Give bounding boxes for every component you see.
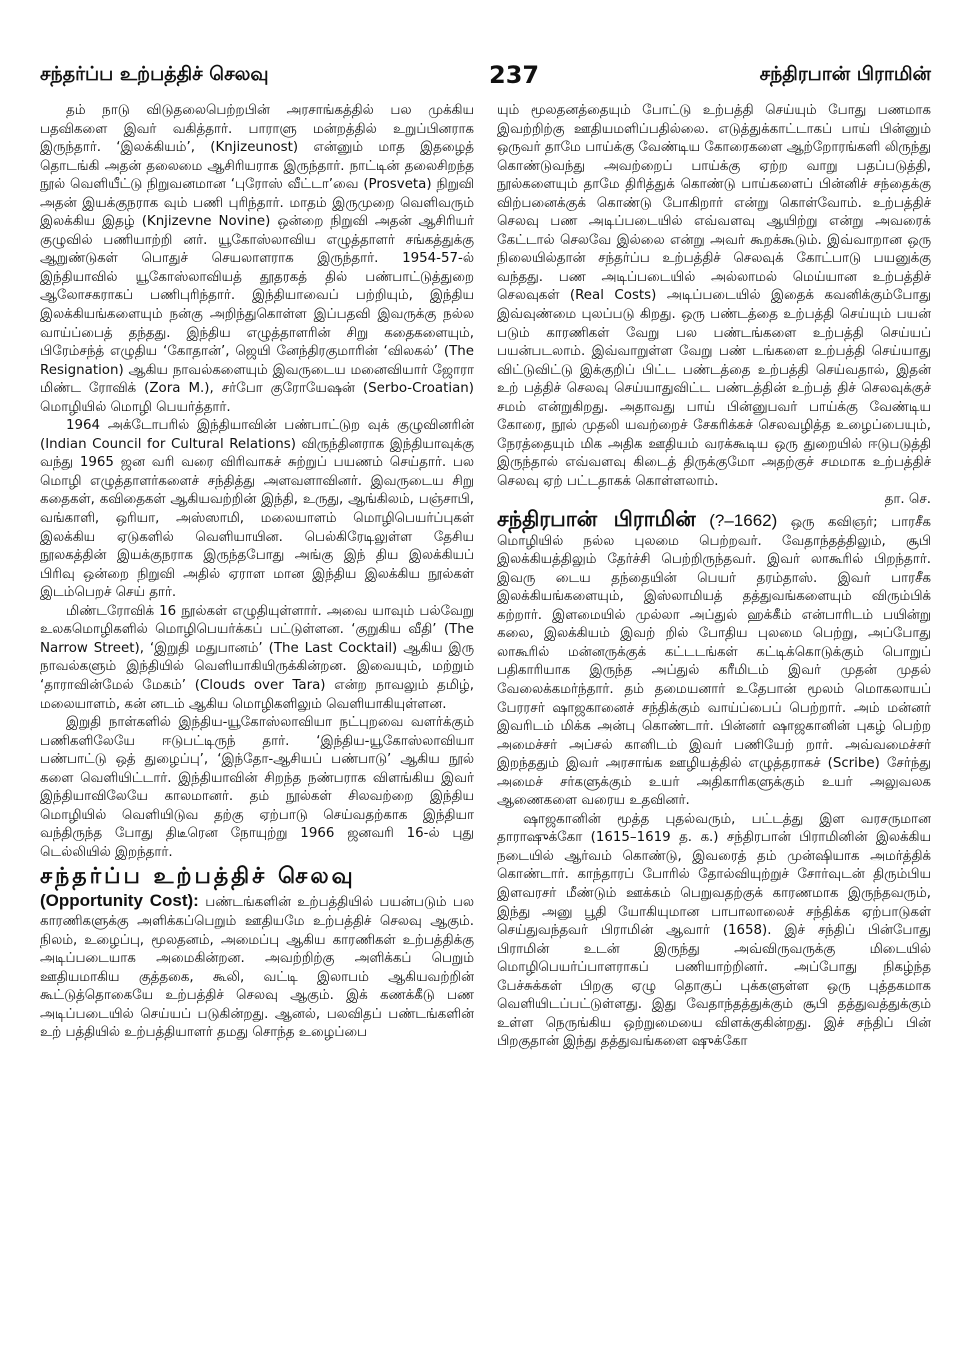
article-title: சந்தர்ப்ப உற்பத்திச் செலவு (40, 864, 356, 890)
paragraph: ஷாஜகானின் மூத்த புதல்வரும், பட்டத்து இள வரசருமான தாராஷுக்கோ (1615–1619 த. க.) சந்திரபான் பிராமினின் இலக்கிய நடையில் ஆர்வம் கொண்டு, இவரைத் தம் முன்ஷியாக அமர்த்திக் கொண்டார். காந்தாரப் போரில் தோல்வியுற்றுச் சோர்வுடன் திரும்பிய இளவரசர் மீண்டும் ஊக்கம் பெறுவதற்குக் காரணமாக இருந்தவரும், இந்து அனு பூதி யோகியுமான பாபாலாலைச் சந்திக்க ஏற்பாடுகள் செய்துவந்தவர் பிராமின் ஆவார் (1658). இச் சந்திப் பின்போது பிராமின் உடன் இருந்து அவ்விருவருக்கு மிடையில் மொழிபெயர்ப்பாளராகப் பணியாற்றினர். அப்போது நிகழ்ந்த பேச்சுக்கள் பிறகு ஏழு தொகுப் புக்களுள்ள ஒரு புத்தகமாக வெளியிடப்பட்டுள்ளது. இது வேதாந்தத்துக்கும் சூபி தத்துவத்துக்கும் உள்ள நெருங்கிய ஒற்றுமையை விளக்குகின்றது. இச் சந்திப் பின் பிறகுதான் இந்து தத்துவங்களை ஷுக்கோ (497, 811, 931, 1050)
entry-dates: (?–1662) (709, 511, 778, 531)
article-text: பண்டங்களின் உற்பத்தியில் பயன்படும் பல காரணிகளுக்கு அளிக்கப்பெறும் ஊதியமே உற்பத்திச் செலவு ஆகும். நிலம், உழைப்பு, மூலதனம், அமைப்பு ஆகிய காரணிகள் உற்பத்திக்கு அடிப்படையாக அமைகின்றன. அவற்றிற்கு அளிக்கப் பெறும் ஊதியமாகிய குத்தகை, கூலி, வட்டி இலாபம் ஆகியவற்றின் கூட்டுத்தொகையே உற்பத்திச் செலவு ஆகும். இக் கணக்கீடு பண அடிப்படையில் செய்யப் படுகின்றது. ஆனல், பலவிதப் பண்டங்களின் உற் பத்தியில் உற்பத்தியாளர் தமது சொந்த உழைப்பை (40, 895, 474, 1041)
entry-text: ஒரு கவிஞர்; பாரசீக மொழியில் நல்ல புலமை பெற்றவர். வேதாந்தத்திலும், சூபி இலக்கியத்திலும் தேர்ச்சி பெற்றிருந்தவர். இவர் லாகூரில் பிறந்தார். இவரு டைய தந்தையின் பெயர் தரம்தாஸ். இவர் பாரசீக இலக்கியங்களையும், இஸ்லாமியத் தத்துவங்களையும் விரும்பிக் கற்றார். இளமையில் முல்லா அப்துல் ஹக்கீம் என்பாரிடம் பயின்று கலை, இலக்கியம் இவற் றில் போதிய புலமை பெற்று, அப்போது லாகூரில் மன்னருக்குக் கட்டடங்கள் கட்டிக்கொடுக்கும் பொறுப் பதிகாரியாக இருந்த அப்துல் கரீமிடம் இவர் முதன் முதல் வேலைக்கமர்ந்தார். தம் தமையனார் உதேபான் மூலம் மொகலாயப் பேரரசர் ஷாஜகானைச் சந்திக்கும் வாய்ப்பைப் பெற்றார். அம் மன்னர் இவரிடம் மிக்க அன்பு கொண்டார். பின்னர் ஷாஜகானின் புகழ் பெற்ற அமைச்சர் அப்சல் கானிடம் இவர் பணியேற் றார். அவ்வமைச்சர் இறந்ததும் இவர் அரசாங்க ஊழியத்தில் எழுத்தராகச் (Scribe) சேர்ந்து அமைச் சர்களுக்கும் உயர் அதிகாரிகளுக்கும் உயர் அலுவலக ஆணைகளை வரைய உதவினர். (497, 515, 931, 809)
page-number: 237 (489, 61, 540, 89)
running-head (40, 58, 931, 92)
author-initials: தா. செ. (884, 492, 931, 508)
running-head-left: சந்தர்ப்ப உற்பத்திச் செலவு (40, 62, 269, 85)
article-paragraph (40, 892, 474, 1042)
paragraph: மிண்டரோவிக் 16 நூல்கள் எழுதியுள்ளார். அவை யாவும் பல்வேறு உலகமொழிகளில் மொழிபெயர்க்கப் பட்டுள்ளன. ‘குறுகிய வீதி’ (The Narrow Street), ‘இறுதி மதுபானம்’ (The Last Cocktail) ஆகிய இரு நாவல்களும் இந்தியில் வெளியாகியிருக்கின்றன. இவையும், மற்றும் ‘தாராவின்மேல் மேகம்’ (Clouds over Tara) என்ற நாவலும் தமிழ், மலையாளம், கன் னடம் ஆகிய மொழிகளிலும் வெளியாகியுள்ளன. (40, 603, 474, 712)
paragraph: 1964 அக்டோபரில் இந்தியாவின் பண்பாட்டுற வுக் குழுவினரின் (Indian Council for Cultural Relations) விருந்தினராக இந்தியாவுக்கு வந்து 1965 ஜன வரி வரை விரிவாகச் சுற்றுப் பயணம் செய்தார். பல மொழி எழுத்தாளர்களைச் சந்தித்து அளவளாவினர். இவருடைய சிறு கதைகள், கவிதைகள் ஆகியவற்றின் இந்தி, உருது, ஆங்கிலம், பஞ்சாபி, வங்காளி, ஒரியா, அஸ்ஸாமி, மலையாளம் மொழிபெயர்ப்புகள் இலக்கிய ஏடுகளில் வெளியாயின. பெல்கிரேடிலுள்ள தேசிய நூலகத்தின் இயக்குநராக இருந்தபோது அங்கு இந் திய இலக்கியப் பிரிவு ஒன்றை நிறுவி அதில் ஏராள மான இந்திய இலக்கிய நூல்கள் இடம்பெறச் செய் தார். (40, 418, 474, 601)
left-column (40, 102, 474, 1346)
entry-headword: சந்திரபான் பிராமின் (497, 507, 696, 532)
paragraph-text: யும் மூலதனத்தையும் போட்டு உற்பத்தி செய்யும் போது பணமாக இவற்றிற்கு ஊதியமளிப்பதில்லை. எடுத்துக்காட்டாகப் பாய் பின்னும் ஒருவர் தாமே பாய்க்கு வேண்டிய கோரைகளை ஆற்றோரங்களி லிருந்து கொண்டுவந்து அவற்றைப் பாய்க்கு ஏற்ற வாறு பதப்படுத்தி, நூல்களையும் தாமே திரித்துக் கொண்டு பாய்களைப் பின்னிச் சந்தைக்கு விற்பனைக்குக் கொண்டு போகிறார் என்று கொள்வோம். உற்பத்திச் செலவு பண அடிப்படையில் எவ்வளவு ஆயிற்று என்று அவரைக் கேட்டால் செலவே இல்லை என்று அவர் கூறக்கூடும். இவ்வாறான ஒரு நிலையில்தான் சந்தர்ப்ப உற்பத்திச் செலவுக் கோட்பாடு பயனுக்கு வந்தது. பண அடிப்படையில் அல்லாமல் மெய்யான உற்பத்திச் செலவுகள் (Real Costs) அடிப்படையில் இதைக் கவனிக்கும்போது இவ்வுண்மை புலப்படு கிறது. ஒரு பண்டத்தை உற்பத்தி செய்யும் பயன் படும் காரணிகள் வேறு பல பண்டங்களை உற்பத்தி செய்யப் பயன்படலாம். இவ்வாறுள்ள வேறு பண் டங்களை உற்பத்தி செய்யாது விட்டுவிட்டு இக்குறிப் பிட்ட பண்டத்தை உற்பத்தி செய்வதால், இதன் உற் பத்திச் செலவு செய்யாதுவிட்ட பண்டத்தின் உற்பத் திச் செலவுக்குச் சமம் என்றுகிறது. அதாவது பாய் பின்னுபவர் பாய்க்கு வேண்டிய கோரை, நூல் முதலி யவற்றைச் சேகரிக்கச் செலவழித்த உழைப்பையும், நேரத்தையும் மிக அதிக ஊதியம் வரக்கூடிய ஒரு துறையில் ஈடுபடுத்தி இருந்தால் எவ்வளவு கிடைத் திருக்குமோ அதற்குச் சமமாக உற்பத்திச் செலவு ஏற் பட்டதாகக் கொள்ளலாம். (497, 103, 931, 489)
entry-paragraph (497, 507, 931, 811)
article-english-term: (Opportunity Cost): (40, 891, 199, 911)
paragraph (497, 102, 931, 510)
running-head-right: சந்திரபான் பிராமின் (759, 62, 931, 85)
text-columns (40, 102, 931, 1346)
paragraph: இறுதி நாள்களில் இந்திய-யூகோஸ்லாவியா நட்புறவை வளர்க்கும் பணிகளிலேயே ஈடுபட்டிருந் தார். ‘இந்திய-யூகோஸ்லாவியா பண்பாட்டு ஒத் துழைப்பு’, ‘இந்தோ-ஆசியப் பண்பாடு’ ஆகிய நூல் களை வெளியிட்டார். இந்தியாவின் சிறந்த நண்பராக விளங்கிய இவர் இந்தியாவிலேயே காலமானர். தம் நூல்கள் சிலவற்றை இந்திய மொழியில் வெளியிடுவ தற்கு ஏற்பாடு செய்வதற்காக இந்தியா வந்திருந்த போது திடீரென நோயுற்று 1966 ஜனவரி 16-ல் புது டெல்லியில் இறந்தார். (40, 715, 474, 860)
paragraph: தம் நாடு விடுதலைபெற்றபின் அரசாங்கத்தில் பல முக்கிய பதவிகளை இவர் வகித்தார். பாராளு மன்றத்தில் உறுப்பினராக இருந்தார். ‘இலக்கியம்’, (Knjizeunost) என்னும் மாத இதழைத் தொடங்கி அதன் தலைமை ஆசிரியராக இருந்தார். நாட்டின் தலைசிறந்த நூல் வெளியீட்டு நிறுவனமான ‘புரோஸ் வீட்டா’வை (Prosveta) நிறுவி அதன் இயக்குநராக வும் பணி புரிந்தார். மாதம் இருமுறை வெளிவரும் இலக்கிய இதழ் (Knjizevne Novine) ஒன்றை நிறுவி அதன் ஆசிரியர் குழுவில் பணியாற்றி னர். யூகோஸ்லாவிய எழுத்தாளர் சங்கத்துக்கு ஆறுண்டுகள் பொதுச் செயலாளராக இருந்தார். 1954-57-ல் இந்தியாவில் யூகோஸ்லாவியத் தூதரகத் தில் பண்பாட்டுத்துறை ஆலோசகராகப் பணிபுரிந்தார். இந்தியாவைப் பற்றியும், இந்திய இலக்கியங்களையும் நன்கு அறிந்துகொள்ள இப்பதவி இவருக்கு நல்ல வாய்ப்பைத் தந்தது. இந்திய எழுத்தாளரின் சிறு கதைகளையும், பிரேம்சந்த் எழுதிய ‘கோதான்’, ஜெயி னேந்திரகுமாரின் ‘விலகல்’ (The Resignation) ஆகிய நாவல்களையும் இவருடைய மனைவியார் ஜோரா மிண்ட ரோவிக் (Zora M.), சர்போ குரோயேஷன் (Serbo-Croatian) மொழியில் மொழி பெயர்த்தார். (40, 103, 474, 415)
right-column (497, 102, 931, 1346)
